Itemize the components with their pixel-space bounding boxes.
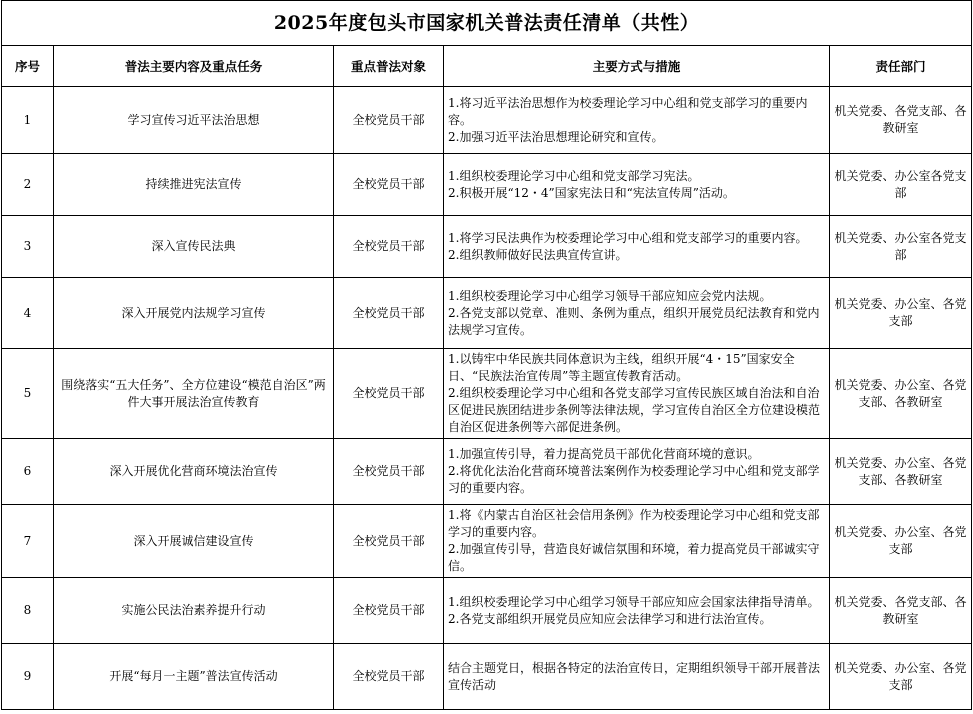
row-measures <box>444 349 830 439</box>
row-target: 全校党员干部 <box>334 154 444 216</box>
row-index: 1 <box>2 87 54 154</box>
table-row <box>2 349 972 439</box>
measure-line: 2.积极开展“12・4”国家宪法日和“宪法宣传周”活动。 <box>448 185 735 200</box>
row-measures <box>444 439 830 505</box>
header-target: 重点普法对象 <box>334 46 444 87</box>
row-measures <box>444 505 830 578</box>
row-target: 全校党员干部 <box>334 349 444 439</box>
row-department: 机关党委、办公室各党支部 <box>830 216 972 278</box>
row-measures <box>444 644 830 710</box>
row-measures <box>444 87 830 154</box>
measure-line: 1.将学习民法典作为校委理论学习中心组和党支部学习的重要内容。 <box>448 230 808 245</box>
row-task: 学习宣传习近平法治思想 <box>54 87 334 154</box>
table-row <box>2 644 972 710</box>
measure-line: 2.加强宣传引导，营造良好诚信氛围和环境，着力提高党员干部诚实守信。 <box>448 542 820 573</box>
measure-line: 1.将习近平法治思想作为校委理论学习中心组和党支部学习的重要内容。 <box>448 95 808 127</box>
row-department: 机关党委、各党支部、各教研室 <box>830 87 972 154</box>
row-index: 4 <box>2 278 54 349</box>
measure-line: 2.组织教师做好民法典宣传宣讲。 <box>448 247 628 262</box>
row-task: 深入开展党内法规学习宣传 <box>54 278 334 349</box>
row-index: 6 <box>2 439 54 505</box>
measure-line: 2.各党支部以党章、准则、条例为重点，组织开展党员纪法教育和党内法规学习宣传。 <box>448 305 820 337</box>
table-row <box>2 154 972 216</box>
measure-line: 结合主题党日，根据各特定的法治宣传日，定期组织领导干部开展普法宣传活动 <box>448 660 821 692</box>
measure-line: 1.组织校委理论学习中心组学习领导干部应知应会党内法规。 <box>448 288 772 303</box>
row-measures <box>444 578 830 644</box>
row-department: 机关党委、办公室、各党支部、各教研室 <box>830 439 972 505</box>
table-row <box>2 216 972 278</box>
row-target: 全校党员干部 <box>334 216 444 278</box>
row-index: 2 <box>2 154 54 216</box>
measure-line: 2.各党支部组织开展党员应知应会法律学习和进行法治宣传。 <box>448 611 772 626</box>
row-task: 实施公民法治素养提升行动 <box>54 578 334 644</box>
page-title: 2025年度包头市国家机关普法责任清单（共性） <box>2 1 972 46</box>
row-task: 深入宣传民法典 <box>54 216 334 278</box>
row-index: 9 <box>2 644 54 710</box>
measure-line: 1.将《内蒙古自治区社会信用条例》作为校委理论学习中心组和党支部学习的重要内容。 <box>448 508 820 539</box>
row-measures <box>444 216 830 278</box>
table-body <box>2 87 972 710</box>
header-department: 责任部门 <box>830 46 972 87</box>
row-target: 全校党员干部 <box>334 505 444 578</box>
table-row <box>2 578 972 644</box>
measure-line: 1.组织校委理论学习中心组和党支部学习宪法。 <box>448 168 700 183</box>
row-department: 机关党委、办公室、各党支部 <box>830 278 972 349</box>
row-task: 深入开展优化营商环境法治宣传 <box>54 439 334 505</box>
header-row <box>2 46 972 87</box>
table-row <box>2 278 972 349</box>
row-measures <box>444 154 830 216</box>
responsibility-sheet <box>1 0 971 710</box>
row-task: 开展“每月一主题”普法宣传活动 <box>54 644 334 710</box>
row-target: 全校党员干部 <box>334 644 444 710</box>
header-index: 序号 <box>2 46 54 87</box>
row-department: 机关党委、办公室、各党支部 <box>830 644 972 710</box>
measure-line: 1.以铸牢中华民族共同体意识为主线，组织开展“4・15”国家安全日、“民族法治宣传周”等主题宣传教育活动。 <box>448 352 795 383</box>
measure-line: 2.加强习近平法治思想理论研究和宣传。 <box>448 129 664 144</box>
row-department: 机关党委、各党支部、各教研室 <box>830 578 972 644</box>
row-measures <box>444 278 830 349</box>
row-task: 持续推进宪法宣传 <box>54 154 334 216</box>
row-department: 机关党委、办公室、各党支部 <box>830 505 972 578</box>
row-target: 全校党员干部 <box>334 578 444 644</box>
row-target: 全校党员干部 <box>334 439 444 505</box>
row-target: 全校党员干部 <box>334 278 444 349</box>
title-row <box>2 1 972 46</box>
measure-line: 2.将优化法治化营商环境普法案例作为校委理论学习中心组和党支部学习的重要内容。 <box>448 464 820 495</box>
header-task: 普法主要内容及重点任务 <box>54 46 334 87</box>
row-index: 3 <box>2 216 54 278</box>
header-measures: 主要方式与措施 <box>444 46 830 87</box>
table-row <box>2 87 972 154</box>
measure-line: 1.加强宣传引导，着力提高党员干部优化营商环境的意识。 <box>448 447 760 461</box>
row-department: 机关党委、办公室、各党支部、各教研室 <box>830 349 972 439</box>
row-task: 围绕落实“五大任务”、全方位建设“模范自治区”两件大事开展法治宣传教育 <box>54 349 334 439</box>
row-task: 深入开展诚信建设宣传 <box>54 505 334 578</box>
row-index: 5 <box>2 349 54 439</box>
row-index: 7 <box>2 505 54 578</box>
row-department: 机关党委、办公室各党支部 <box>830 154 972 216</box>
table-row <box>2 439 972 505</box>
measure-line: 1.组织校委理论学习中心组学习领导干部应知应会国家法律指导清单。 <box>448 594 820 609</box>
measure-line: 2.组织校委理论学习中心组和各党支部学习宣传民族区域自治法和自治区促进民族团结进步条例等法律法规，学习宣传自治区全方位建设模范自治区促进条例等六部促进条例。 <box>448 386 821 434</box>
row-index: 8 <box>2 578 54 644</box>
row-target: 全校党员干部 <box>334 87 444 154</box>
table-row <box>2 505 972 578</box>
responsibility-table <box>1 0 972 710</box>
